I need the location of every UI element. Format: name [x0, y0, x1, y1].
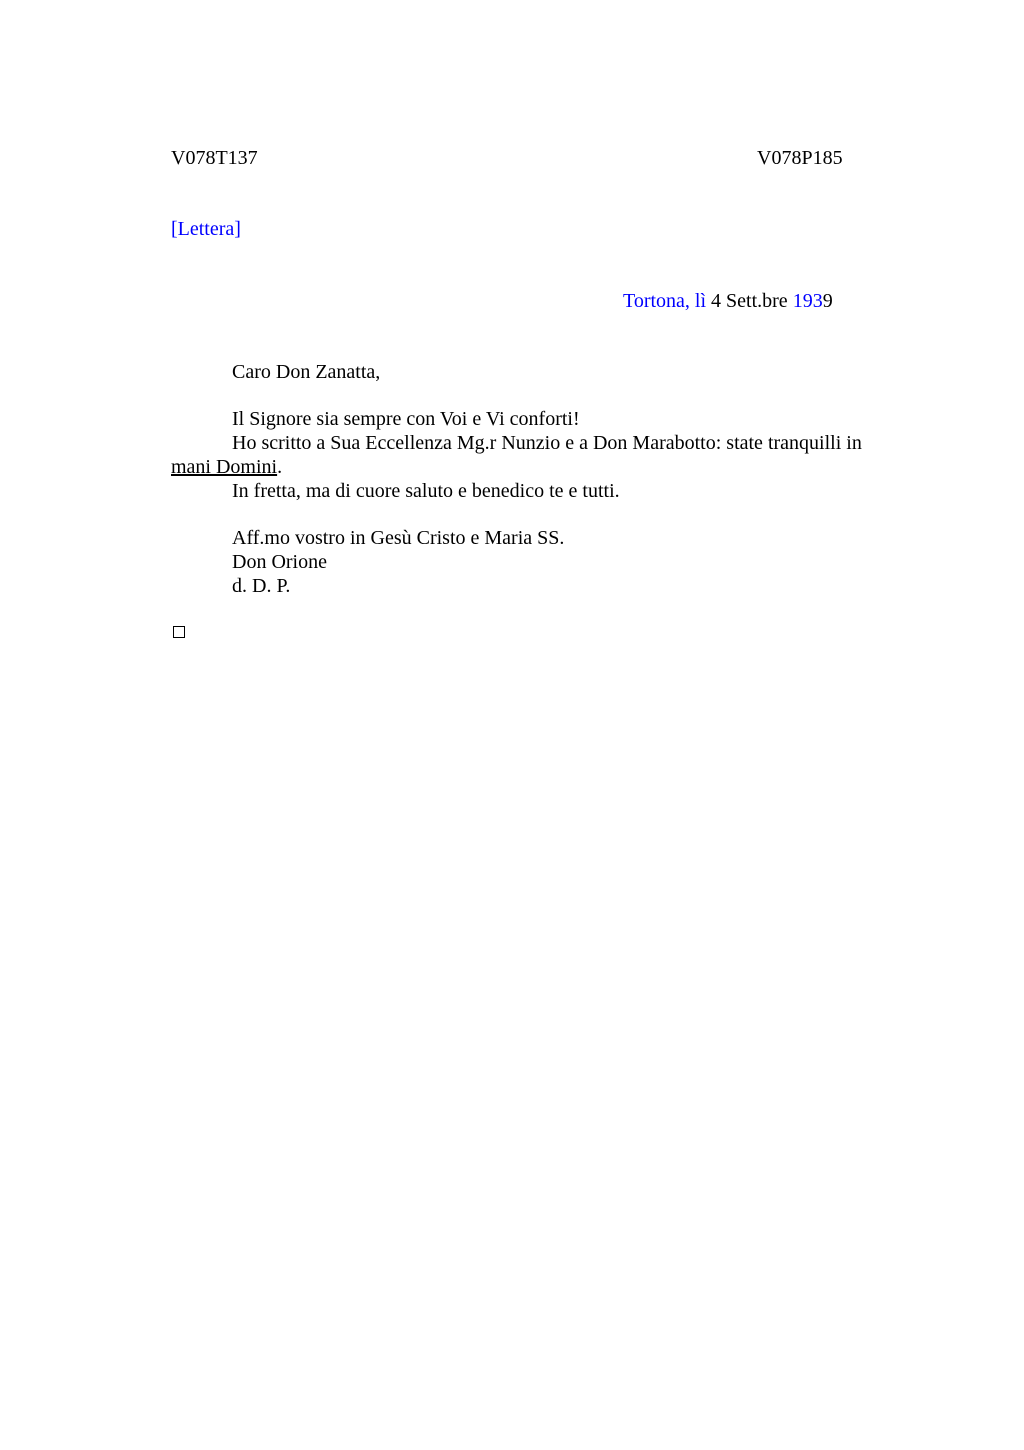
- body-line-1: Il Signore sia sempre con Voi e Vi conforti!: [232, 408, 580, 430]
- letter-body: [171, 407, 891, 503]
- document-code-left: V078T137: [171, 147, 258, 169]
- body-line-2: Ho scritto a Sua Eccellenza Mg.r Nunzio e a Don Marabotto: state tranquilli in: [232, 432, 862, 454]
- end-of-document-square-icon: [173, 626, 185, 638]
- body-line-3-rest: .: [277, 456, 283, 478]
- closing-line: Aff.mo vostro in Gesù Cristo e Maria SS.: [232, 527, 565, 549]
- salutation: Caro Don Zanatta,: [232, 361, 381, 383]
- document-type-label: [Lettera]: [171, 218, 241, 240]
- dateline: [623, 289, 833, 313]
- body-line-4: In fretta, ma di cuore saluto e benedico te e tutti.: [232, 480, 620, 502]
- document-code-right: V078P185: [757, 147, 843, 169]
- dateline-place: Tortona, lì: [623, 290, 707, 312]
- dateline-day-month: 4 Sett.bre: [706, 290, 793, 312]
- signature: Don Orione: [232, 551, 327, 573]
- dateline-year-suffix: 9: [822, 290, 833, 312]
- signature-initials: d. D. P.: [232, 575, 291, 597]
- letter-closing: [232, 526, 564, 598]
- dateline-year-prefix: 193: [792, 290, 823, 312]
- body-underlined-phrase: mani Domini: [171, 456, 278, 478]
- body-line-3: [171, 455, 891, 479]
